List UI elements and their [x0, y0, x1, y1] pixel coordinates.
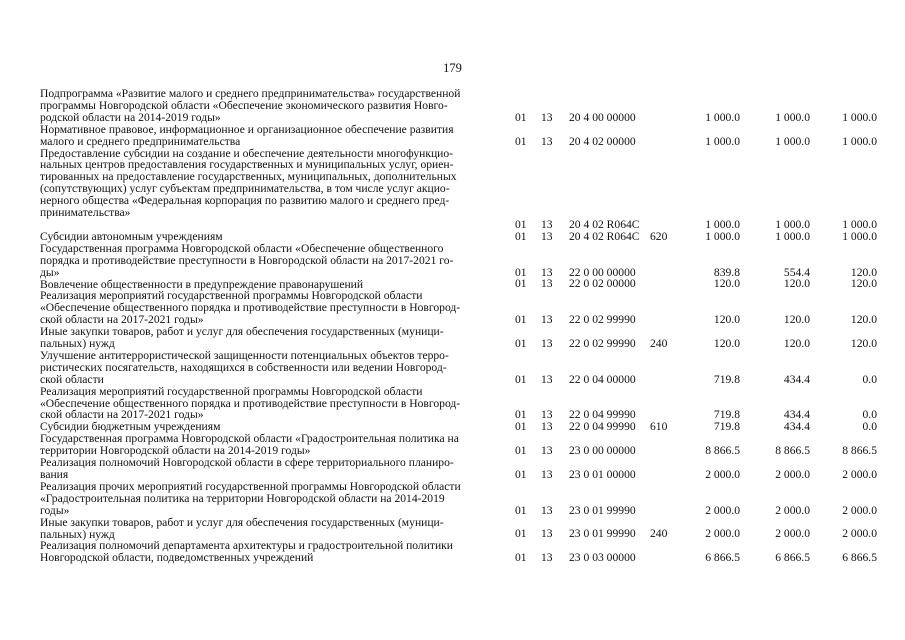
subsection-code-cell: 13: [541, 372, 553, 386]
description-line: ской области на 2017-2021 годы»: [40, 408, 204, 422]
amount-year2-cell: 1 000.0: [775, 229, 810, 243]
table-row: [40, 148, 880, 231]
description-line: Предоставление субсидии на создание и обеспечение деятельности многофункцио-: [40, 146, 454, 160]
amount-year3-cell: 1 000.0: [842, 229, 877, 243]
section-code-cell: 01: [515, 420, 527, 434]
section-code-cell: 01: [515, 408, 527, 422]
target-article-cell: 20 4 00 00000: [569, 110, 636, 124]
expense-type-cell: 620: [650, 229, 668, 243]
row-description: [40, 386, 498, 422]
description-line: Новгородской области, подведомственных учреждений: [40, 551, 314, 565]
page-number: 179: [443, 61, 462, 75]
description-line: тированных на предоставление государственных, муниципальных, дополнительных: [40, 170, 457, 184]
description-line: «Обеспечение общественного порядка и противодействие преступности в Новгород-: [40, 301, 461, 315]
row-description: [40, 88, 498, 124]
amount-year2-cell: 8 866.5: [775, 444, 810, 458]
description-line: малого и среднего предпринимательства: [40, 134, 241, 148]
expense-type-cell: 240: [650, 336, 668, 350]
target-article-cell: 22 0 00 00000: [569, 265, 636, 279]
section-code-cell: 01: [515, 313, 527, 327]
target-article-cell: 22 0 02 99990: [569, 313, 636, 327]
subsection-code-cell: 13: [541, 134, 553, 148]
section-code-cell: 01: [515, 336, 527, 350]
description-line: годы»: [40, 503, 70, 517]
description-line: нерного общества «Федеральная корпорация по развитию малого и среднего пред-: [40, 194, 450, 208]
target-article-cell: 22 0 04 99990: [569, 408, 636, 422]
row-description: [40, 231, 498, 243]
description-line: ды»: [40, 265, 60, 279]
description-line: Нормативное правовое, информационное и организационное обеспечение развития: [40, 122, 454, 136]
table-row: [40, 457, 880, 481]
row-description: [40, 243, 498, 279]
subsection-code-cell: 13: [541, 336, 553, 350]
amount-year1-cell: 2 000.0: [705, 527, 740, 541]
amount-year1-cell: 839.8: [713, 265, 740, 279]
description-line: программы Новгородской области «Обеспечение экономического развития Новго-: [40, 98, 448, 112]
target-article-cell: 20 4 02 00000: [569, 134, 636, 148]
table-row: [40, 350, 880, 386]
amount-year2-cell: 1 000.0: [775, 134, 810, 148]
target-article-cell: 23 0 01 00000: [569, 467, 636, 481]
subsection-code-cell: 13: [541, 265, 553, 279]
subsection-code-cell: 13: [541, 503, 553, 517]
section-code-cell: 01: [515, 467, 527, 481]
description-line: «Обеспечение общественного порядка и противодействие преступности в Новгород-: [40, 396, 461, 410]
description-line: Реализация прочих мероприятий государственной программы Новгородской области: [40, 479, 461, 493]
amount-year1-cell: 1 000.0: [705, 217, 740, 231]
description-line: Реализация мероприятий государственной программы Новгородской области: [40, 289, 423, 303]
section-code-cell: 01: [515, 372, 527, 386]
description-line: нальных центров предоставления государственных и муниципальных услуг, ориен-: [40, 158, 454, 172]
amount-year2-cell: 1 000.0: [775, 110, 810, 124]
subsection-code-cell: 13: [541, 110, 553, 124]
description-line: пальных) нужд: [40, 527, 115, 541]
amount-year3-cell: 6 866.5: [842, 551, 877, 565]
amount-year3-cell: 0.0: [862, 372, 877, 386]
amount-year3-cell: 120.0: [850, 313, 877, 327]
amount-year2-cell: 2 000.0: [775, 467, 810, 481]
amount-year2-cell: 2 000.0: [775, 503, 810, 517]
row-description: [40, 350, 498, 386]
section-code-cell: 01: [515, 110, 527, 124]
table-row: [40, 540, 880, 564]
row-description: [40, 540, 498, 564]
expense-type-cell: 240: [650, 527, 668, 541]
subsection-code-cell: 13: [541, 527, 553, 541]
subsection-code-cell: 13: [541, 229, 553, 243]
section-code-cell: 01: [515, 229, 527, 243]
table-row: [40, 386, 880, 422]
budget-table: [40, 88, 880, 564]
amount-year1-cell: 719.8: [713, 372, 740, 386]
description-line: Государственная программа Новгородской области «Обеспечение общественного: [40, 241, 444, 255]
target-article-cell: 22 0 04 99990: [569, 420, 636, 434]
amount-year3-cell: 1 000.0: [842, 217, 877, 231]
description-line: Улучшение антитеррористической защищенности потенциальных объектов терро-: [40, 348, 449, 362]
table-row: [40, 124, 880, 148]
description-line: принимательства»: [40, 206, 131, 220]
expense-type-cell: 610: [650, 420, 668, 434]
target-article-cell: 23 0 01 99990: [569, 503, 636, 517]
amount-year3-cell: 0.0: [862, 408, 877, 422]
table-row: [40, 231, 880, 243]
row-description: [40, 517, 498, 541]
description-line: порядка и противодействие преступности в Новгородской области на 2017-2021 го-: [40, 253, 454, 267]
table-row: [40, 517, 880, 541]
amount-year3-cell: 120.0: [850, 277, 877, 291]
amount-year1-cell: 1 000.0: [705, 134, 740, 148]
amount-year2-cell: 6 866.5: [775, 551, 810, 565]
target-article-cell: 20 4 02 R064C: [569, 229, 640, 243]
amount-year1-cell: 2 000.0: [705, 467, 740, 481]
description-line: родской области на 2014-2019 годы»: [40, 110, 221, 124]
section-code-cell: 01: [515, 551, 527, 565]
amount-year3-cell: 1 000.0: [842, 134, 877, 148]
subsection-code-cell: 13: [541, 217, 553, 231]
target-article-cell: 20 4 02 R064C: [569, 217, 640, 231]
amount-year3-cell: 2 000.0: [842, 527, 877, 541]
amount-year1-cell: 1 000.0: [705, 110, 740, 124]
subsection-code-cell: 13: [541, 408, 553, 422]
section-code-cell: 01: [515, 277, 527, 291]
table-row: [40, 326, 880, 350]
amount-year3-cell: 2 000.0: [842, 467, 877, 481]
amount-year2-cell: 434.4: [783, 420, 810, 434]
section-code-cell: 01: [515, 503, 527, 517]
description-line: Вовлечение общественности в предупреждение правонарушений: [40, 277, 364, 291]
description-line: ской области на 2017-2021 годы»: [40, 313, 204, 327]
table-row: [40, 243, 880, 279]
description-line: Реализация полномочий департамента архитектуры и градостроительной политики: [40, 539, 454, 553]
subsection-code-cell: 13: [541, 420, 553, 434]
target-article-cell: 22 0 04 00000: [569, 372, 636, 386]
description-line: Реализация полномочий Новгородской области в сфере территориального планиро-: [40, 456, 454, 470]
description-line: ской области: [40, 372, 104, 386]
section-code-cell: 01: [515, 217, 527, 231]
amount-year1-cell: 1 000.0: [705, 229, 740, 243]
amount-year1-cell: 120.0: [713, 313, 740, 327]
row-description: [40, 433, 498, 457]
row-description: [40, 457, 498, 481]
table-row: [40, 433, 880, 457]
section-code-cell: 01: [515, 134, 527, 148]
section-code-cell: 01: [515, 265, 527, 279]
amount-year3-cell: 2 000.0: [842, 503, 877, 517]
description-line: территории Новгородской области на 2014-2019 годы»: [40, 444, 311, 458]
amount-year2-cell: 1 000.0: [775, 217, 810, 231]
amount-year3-cell: 0.0: [862, 420, 877, 434]
description-line: Подпрограмма «Развитие малого и среднего предпринимательства» государственной: [40, 87, 461, 100]
description-line: «Градостроительная политика на территории Новгородской области на 2014-2019: [40, 491, 445, 505]
amount-year2-cell: 554.4: [783, 265, 810, 279]
description-line: пальных) нужд: [40, 337, 115, 351]
subsection-code-cell: 13: [541, 467, 553, 481]
amount-year1-cell: 120.0: [713, 277, 740, 291]
row-description: [40, 326, 498, 350]
subsection-code-cell: 13: [541, 551, 553, 565]
table-row: [40, 290, 880, 326]
description-line: вания: [40, 468, 69, 481]
description-line: Иные закупки товаров, работ и услуг для обеспечения государственных (муници-: [40, 515, 444, 529]
subsection-code-cell: 13: [541, 313, 553, 327]
row-description: [40, 290, 498, 326]
amount-year2-cell: 434.4: [783, 372, 810, 386]
amount-year3-cell: 120.0: [850, 265, 877, 279]
target-article-cell: 23 0 00 00000: [569, 444, 636, 458]
amount-year3-cell: 8 866.5: [842, 444, 877, 458]
target-article-cell: 22 0 02 00000: [569, 277, 636, 291]
amount-year1-cell: 719.8: [713, 420, 740, 434]
amount-year1-cell: 8 866.5: [705, 444, 740, 458]
description-line: Государственная программа Новгородской области «Градостроительная политика на: [40, 432, 459, 446]
amount-year3-cell: 1 000.0: [842, 110, 877, 124]
amount-year1-cell: 2 000.0: [705, 503, 740, 517]
target-article-cell: 22 0 02 99990: [569, 336, 636, 350]
description-line: Иные закупки товаров, работ и услуг для обеспечения государственных (муници-: [40, 325, 444, 339]
row-description: [40, 148, 498, 231]
amount-year2-cell: 120.0: [783, 313, 810, 327]
description-line: Субсидии автономным учреждениям: [40, 229, 223, 243]
amount-year1-cell: 6 866.5: [705, 551, 740, 565]
subsection-code-cell: 13: [541, 444, 553, 458]
amount-year2-cell: 434.4: [783, 408, 810, 422]
section-code-cell: 01: [515, 527, 527, 541]
description-line: (сопутствующих) услуг субъектам предпринимательства, в том числе услуг акцио-: [40, 182, 450, 196]
amount-year1-cell: 120.0: [713, 336, 740, 350]
amount-year2-cell: 2 000.0: [775, 527, 810, 541]
amount-year1-cell: 719.8: [713, 408, 740, 422]
amount-year2-cell: 120.0: [783, 277, 810, 291]
row-description: [40, 481, 498, 517]
amount-year3-cell: 120.0: [850, 336, 877, 350]
subsection-code-cell: 13: [541, 277, 553, 291]
section-code-cell: 01: [515, 444, 527, 458]
table-row: [40, 88, 880, 124]
description-line: ристических посягательств, находящихся в собственности или ведении Новгород-: [40, 360, 447, 374]
amount-year2-cell: 120.0: [783, 336, 810, 350]
description-line: Субсидии бюджетным учреждениям: [40, 420, 221, 434]
row-description: [40, 124, 498, 148]
description-line: Реализация мероприятий государственной программы Новгородской области: [40, 384, 423, 398]
target-article-cell: 23 0 01 99990: [569, 527, 636, 541]
target-article-cell: 23 0 03 00000: [569, 551, 636, 565]
table-row: [40, 481, 880, 517]
